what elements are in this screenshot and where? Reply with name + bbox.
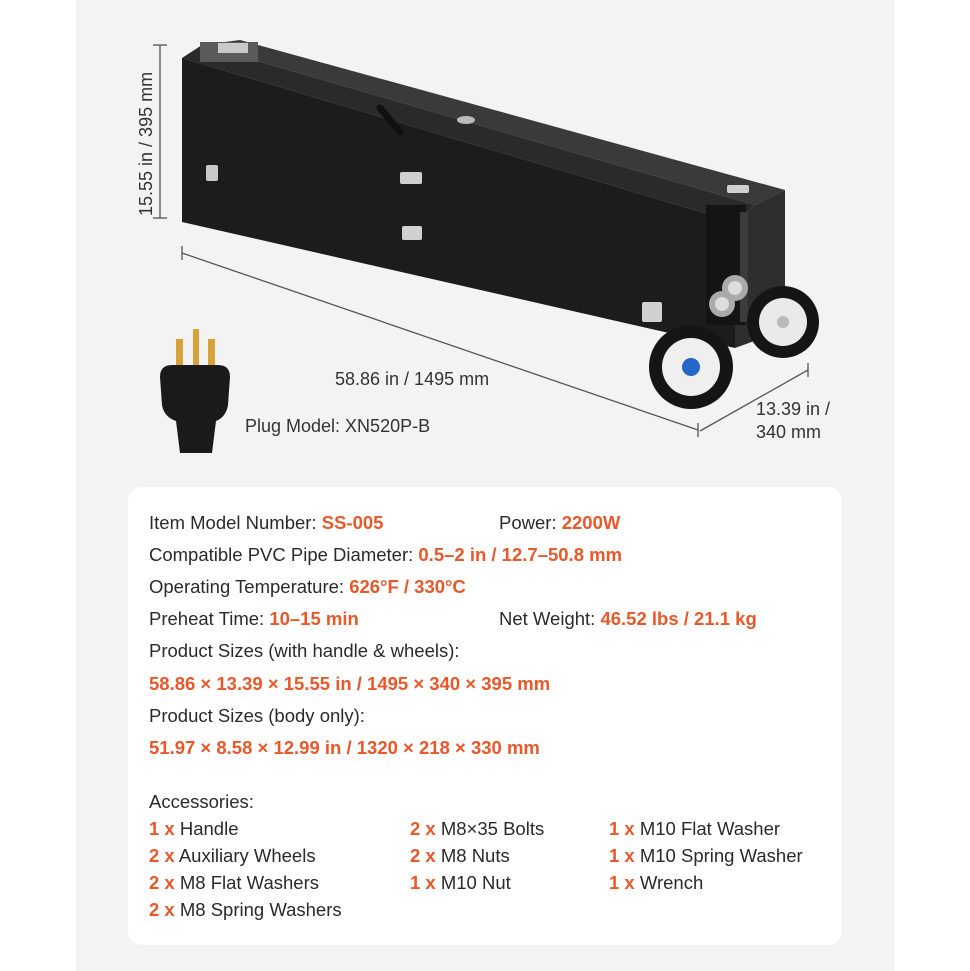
plug-icon <box>150 325 240 460</box>
accessories-title: Accessories: <box>149 791 254 812</box>
pipe-diameter-value: 0.5–2 in / 12.7–50.8 mm <box>418 544 623 565</box>
accessory-item: 1 x M10 Nut <box>410 872 511 893</box>
height-dimension-label: 15.55 in / 395 mm <box>136 71 156 216</box>
size-full-value: 58.86 × 13.39 × 15.55 in / 1495 × 340 × 395 mm <box>149 673 551 694</box>
length-dimension-label: 58.86 in / 1495 mm <box>335 369 490 389</box>
accessory-item: 1 x M10 Spring Washer <box>609 845 803 866</box>
preheat-time-row <box>149 608 359 630</box>
power-row <box>499 512 620 534</box>
accessory-item: 2 x M8 Nuts <box>410 845 510 866</box>
depth-dimension-label-line1: 13.39 in / <box>756 399 831 419</box>
accessory-item: 2 x M8×35 Bolts <box>410 818 545 839</box>
size-body-value: 51.97 × 8.58 × 12.99 in / 1320 × 218 × 330 mm <box>149 737 540 758</box>
depth-dimension-label-line2: 340 mm <box>756 422 822 442</box>
operating-temperature-row <box>149 576 466 598</box>
accessory-item: 1 x Handle <box>149 818 239 839</box>
operating-temperature-value: 626°F / 330°C <box>349 576 466 597</box>
item-model-value: SS-005 <box>321 512 384 533</box>
preheat-time-label: Preheat Time: <box>149 608 265 629</box>
accessory-item: 2 x Auxiliary Wheels <box>149 845 316 866</box>
net-weight-row <box>499 608 757 630</box>
spec-card <box>128 487 842 945</box>
accessory-item: 2 x M8 Flat Washers <box>149 872 319 893</box>
accessory-item: 2 x M8 Spring Washers <box>149 899 342 920</box>
item-model-row <box>149 512 383 534</box>
item-model-label: Item Model Number: <box>149 512 317 533</box>
power-value: 2200W <box>561 512 621 533</box>
power-label: Power: <box>499 512 557 533</box>
net-weight-value: 46.52 lbs / 21.1 kg <box>600 608 757 629</box>
pipe-diameter-label: Compatible PVC Pipe Diameter: <box>149 544 414 565</box>
size-body-label: Product Sizes (body only): <box>149 705 365 726</box>
preheat-time-value: 10–15 min <box>269 608 359 629</box>
pipe-diameter-row <box>149 544 622 566</box>
size-full-label: Product Sizes (with handle & wheels): <box>149 640 460 661</box>
plug-model-label: Plug Model: XN520P-B <box>245 416 431 436</box>
accessory-item: 1 x Wrench <box>609 872 704 893</box>
accessory-item: 1 x M10 Flat Washer <box>609 818 781 839</box>
net-weight-label: Net Weight: <box>499 608 596 629</box>
operating-temperature-label: Operating Temperature: <box>149 576 345 597</box>
